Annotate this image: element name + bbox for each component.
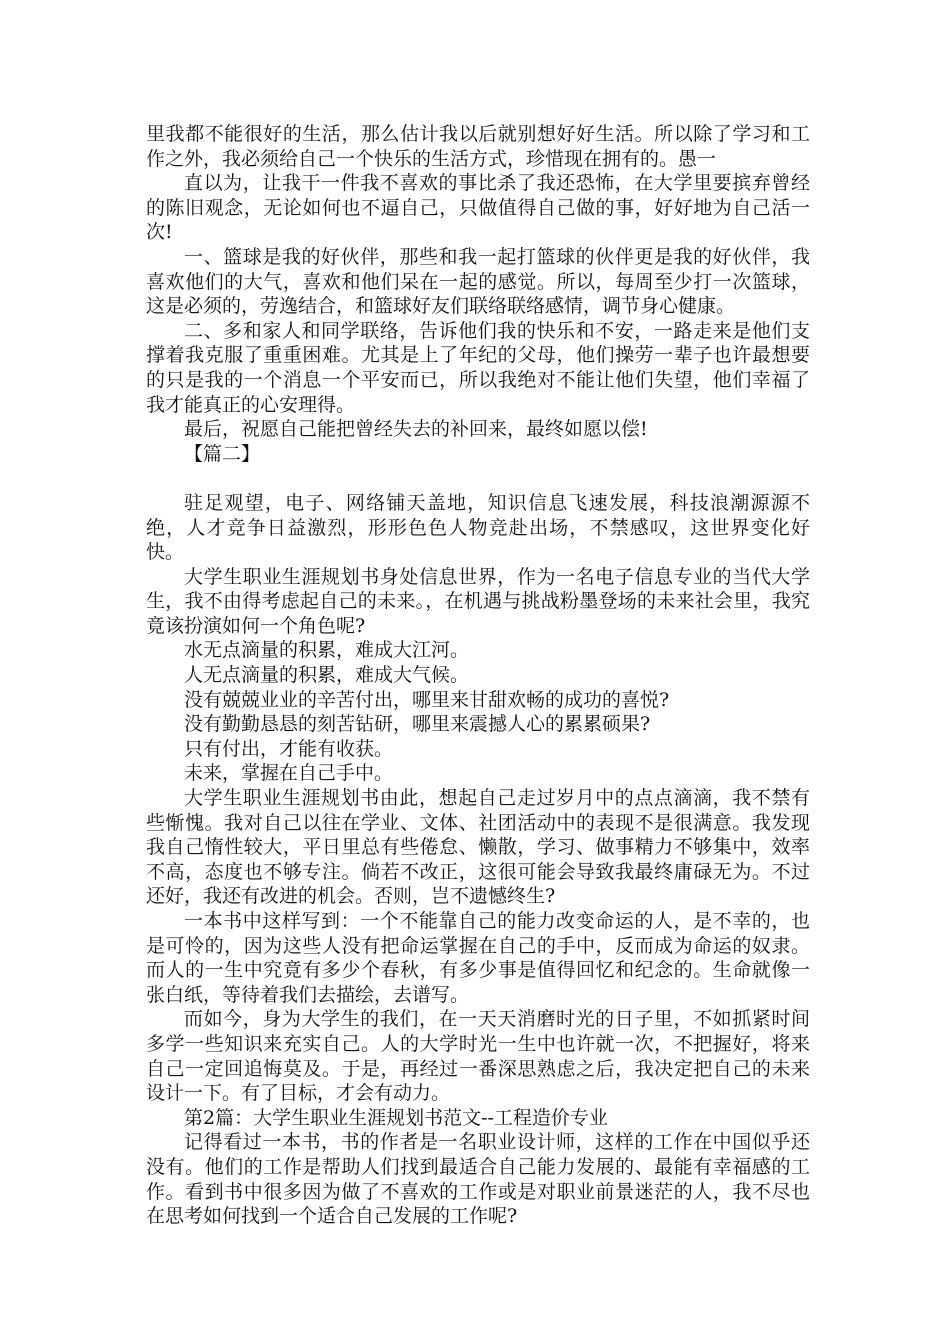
paragraph: 人无点滴量的积累，难成大气候。 — [184, 664, 470, 687]
paragraph: 未来，掌握在自己手中。 — [184, 762, 394, 785]
paragraph: 大学生职业生涯规划书身处信息世界，作为一名电子信息专业的当代大学生，我不由得考虑起自己的未来。，在机遇与挑战粉墨登场的未来社会里，我究竟该扮演如何一个角色呢? — [146, 565, 810, 637]
document-body — [146, 122, 810, 1229]
section-heading: 【篇二】 — [184, 442, 261, 465]
paragraph: 只有付出，才能有收获。 — [184, 737, 394, 760]
paragraph: 最后，祝愿自己能把曾经失去的补回来，最终如愿以偿! — [184, 418, 648, 441]
paragraph: 大学生职业生涯规划书由此，想起自己走过岁月中的点点滴滴，我不禁有些惭愧。我对自己以往在学业、文体、社团活动中的表现不是很满意。我发现我自己惰性较大，平日里总有些倦怠、懒散，学习、做事精力不够集中，效率不高，态度也不够专注。倘若不改正，这很可能会导致我最终庸碌无为。不过还好，我还有改进的机会。否则，岂不遗憾终生? — [146, 787, 810, 908]
paragraph: 里我都不能很好的生活，那么估计我以后就别想好好生活。所以除了学习和工作之外，我必须给自己一个快乐的生活方式，珍惜现在拥有的。愚一 — [146, 123, 810, 170]
paragraph: 直以为，让我干一件我不喜欢的事比杀了我还恐怖，在大学里要摈弃曾经的陈旧观念，无论如何也不逼自己，只做值得自己做的事，好好地为自己活一次! — [146, 172, 810, 244]
paragraph: 二、多和家人和同学联络，告诉他们我的快乐和不安，一路走来是他们支撑着我克服了重重困难。尤其是上了年纪的父母，他们操劳一辈子也许最想要的只是我的一个消息一个平安而已，所以我绝对不能让他们失望，他们幸福了我才能真正的心安理得。 — [146, 319, 810, 416]
paragraph: 水无点滴量的积累，难成大江河。 — [184, 639, 470, 662]
paragraph: 一、篮球是我的好伙伴，那些和我一起打篮球的伙伴更是我的好伙伴，我喜欢他们的大气，喜欢和他们呆在一起的感觉。所以，每周至少打一次篮球，这是必须的，劳逸结合，和篮球好友们联络联络感情，调节身心健康。 — [146, 245, 810, 318]
article-title: 第2篇：大学生职业生涯规划书范文--工程造价专业 — [184, 1106, 608, 1129]
paragraph: 一本书中这样写到：一个不能靠自己的能力改变命运的人，是不幸的，也是可怜的，因为这些人没有把命运掌握在自己的手中，反而成为命运的奴隶。而人的一生中究竟有多少个春秋，有多少事是值得回忆和纪念的。生命就像一张白纸，等待着我们去描绘，去谱写。 — [146, 910, 810, 1006]
blank-line — [146, 466, 810, 491]
paragraph: 而如今，身为大学生的我们，在一天天消磨时光的日子里，不如抓紧时间多学一些知识来充实自己。人的大学时光一生中也许就一次，不把握好，将来自己一定回追悔莫及。于是，再经过一番深思熟虑之后，我决定把自己的未来设计一下。有了目标，才会有动力。 — [146, 1008, 810, 1105]
paragraph: 没有兢兢业业的辛苦付出，哪里来甘甜欢畅的成功的喜悦? — [184, 688, 670, 711]
paragraph: 没有勤勤恳恳的刻苦钻研，哪里来震撼人心的累累硕果? — [184, 713, 651, 736]
paragraph: 记得看过一本书，书的作者是一名职业设计师，这样的工作在中国似乎还没有。他们的工作是帮助人们找到最适合自己能力发展的、最能有幸福感的工作。看到书中很多因为做了不喜欢的工作或是对职业前景迷茫的人，我不尽也在思考如何找到一个适合自己发展的工作呢? — [146, 1131, 810, 1228]
paragraph: 驻足观望，电子、网络铺天盖地，知识信息飞速发展，科技浪潮源源不绝，人才竞争日益激烈，形形色色人物竞赴出场，不禁感叹，这世界变化好快。 — [146, 491, 810, 564]
